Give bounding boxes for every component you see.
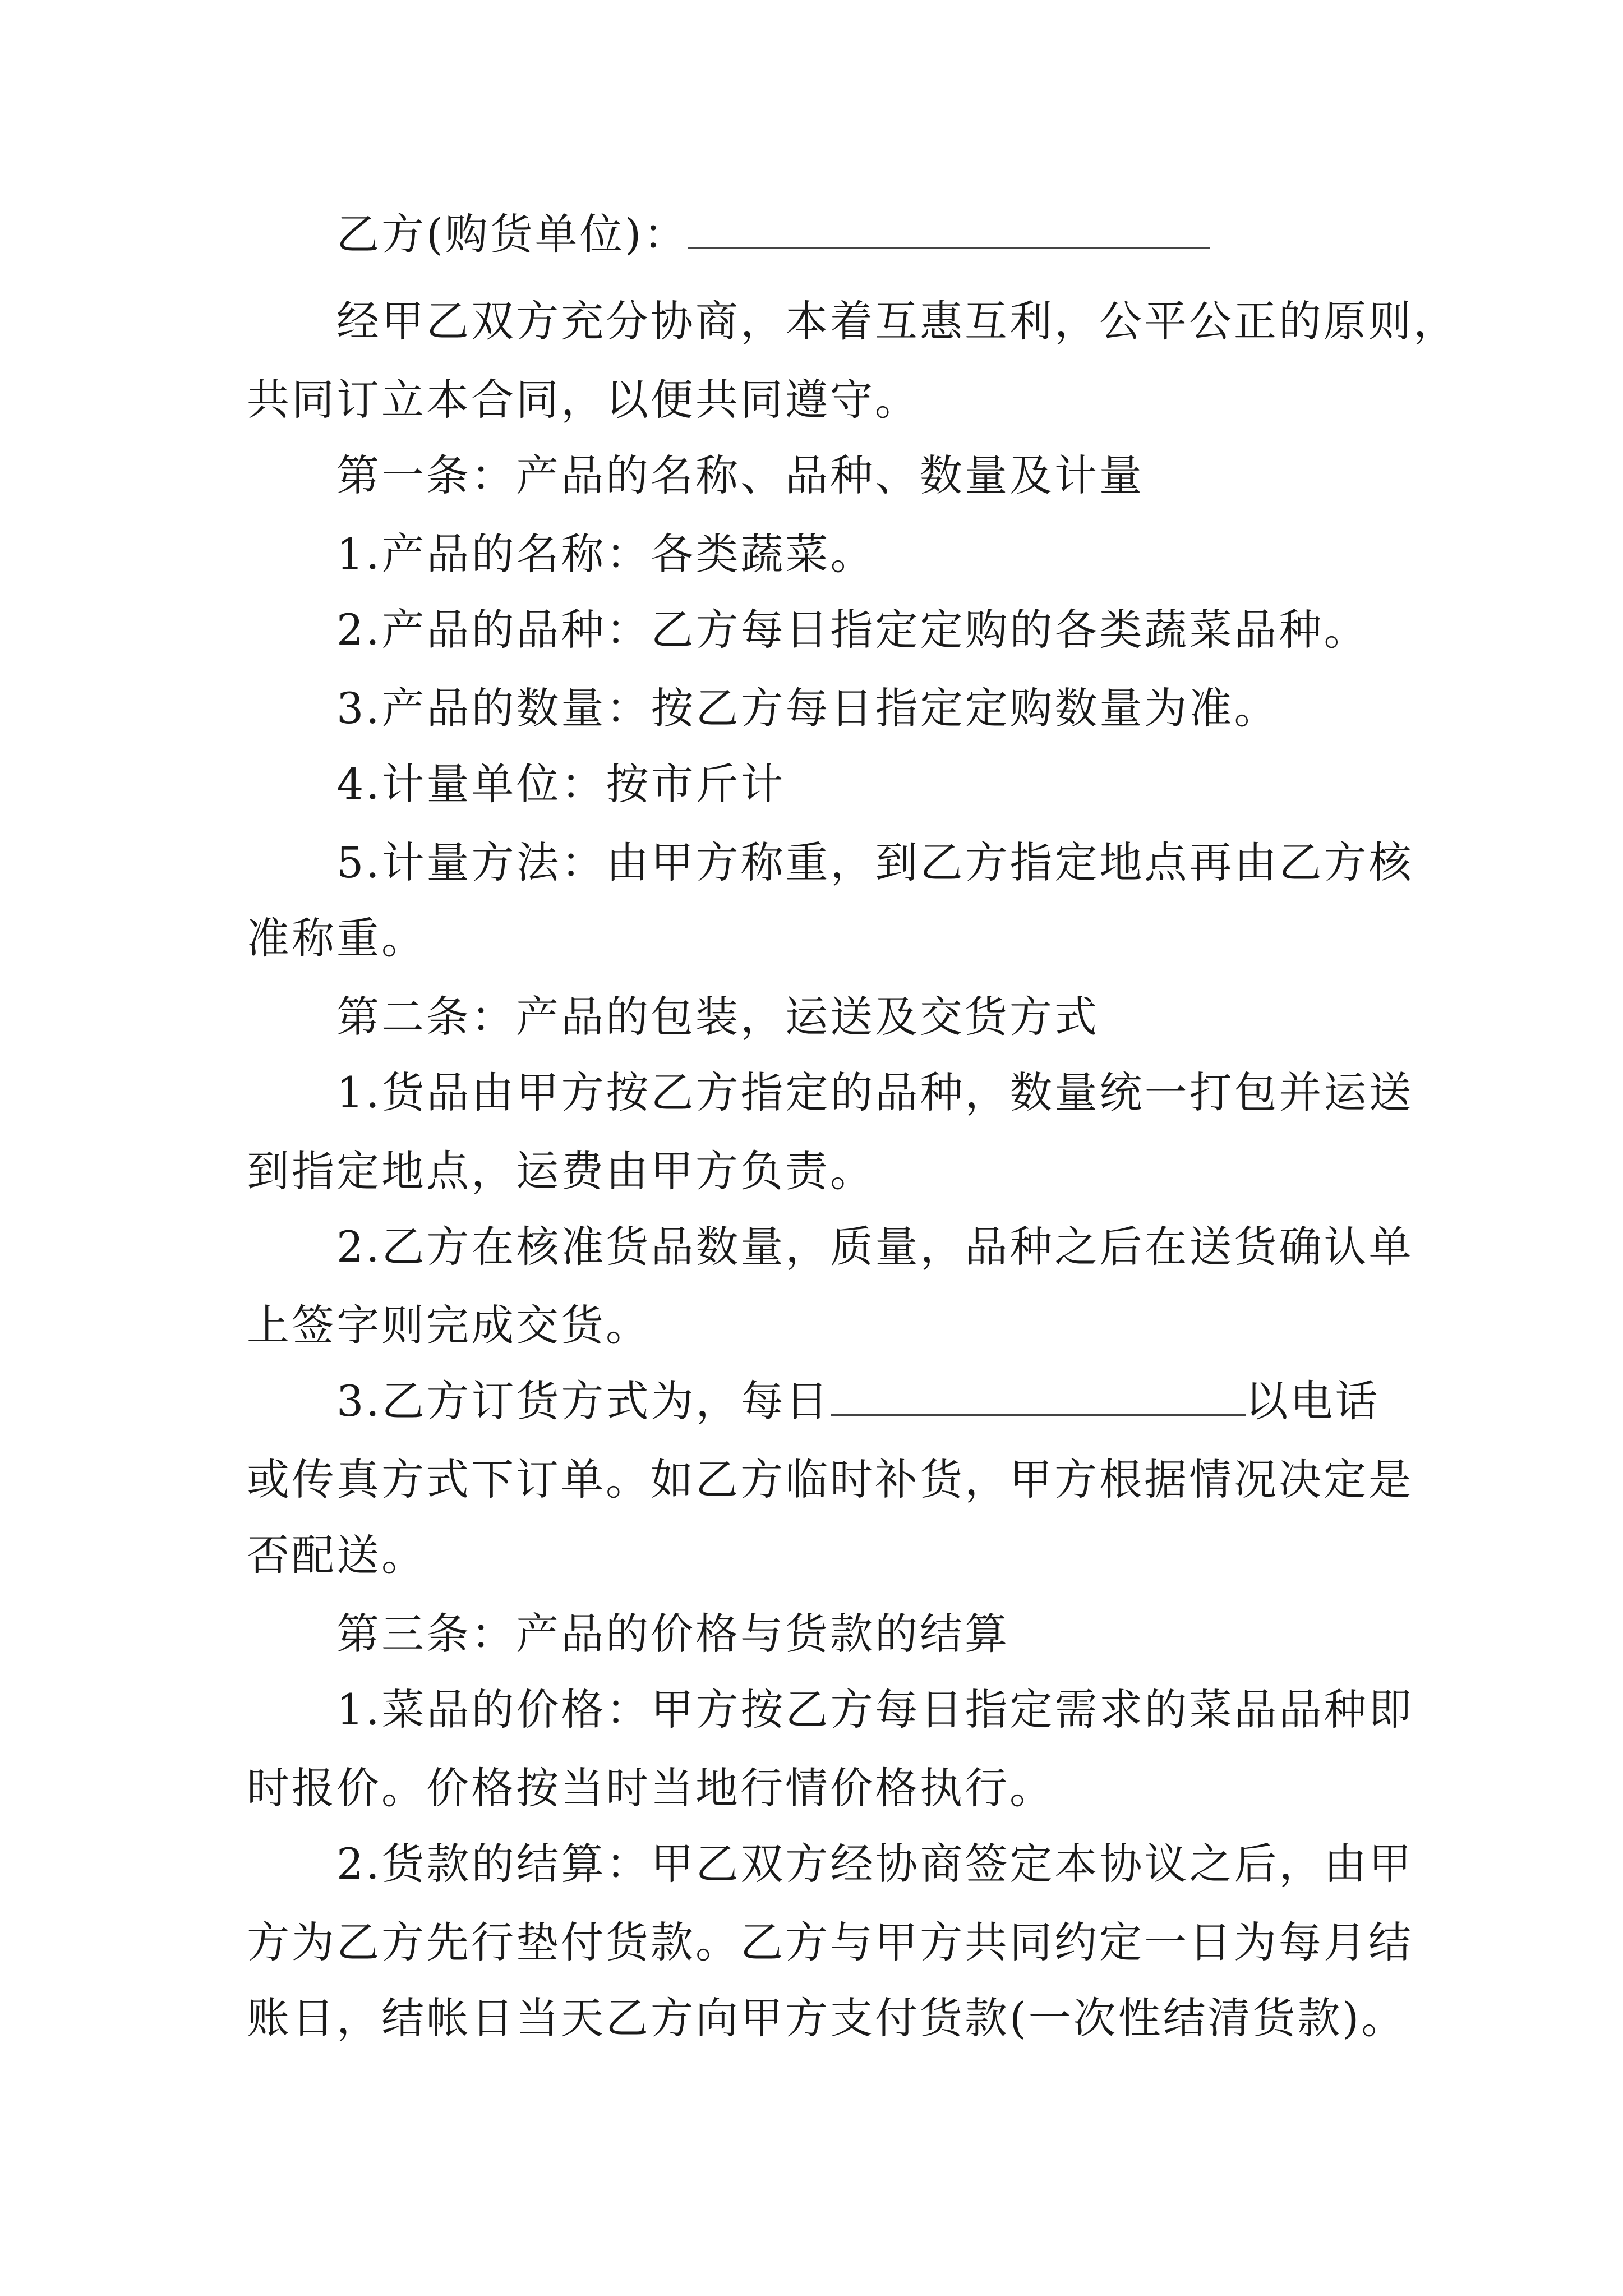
article-1-item-5-line-1: 5.计量方法：由甲方称重，到乙方指定地点再由乙方核 [336, 838, 1414, 887]
article-2-item-3-line-2: 或传真方式下订单。如乙方临时补货，甲方根据情况决定是 [247, 1455, 1413, 1504]
article-3-item-2-line-3: 账日，结帐日当天乙方向甲方支付货款(一次性结清货款)。 [247, 1993, 1407, 2043]
article-2-item-1-line-1: 1.货品由甲方按乙方指定的品种，数量统一打包并运送 [336, 1068, 1414, 1117]
intro-line-1: 经甲乙双方充分协商，本着互惠互利，公平公正的原则， [336, 296, 1458, 346]
article-3-title: 第三条：产品的价格与货款的结算 [336, 1609, 1009, 1659]
article-1-item-2: 2.产品的品种：乙方每日指定定购的各类蔬菜品种。 [336, 605, 1369, 655]
article-2-item-1-line-2: 到指定地点，运费由甲方负责。 [247, 1146, 875, 1196]
article-2-item-3-line-1 [336, 1374, 1380, 1428]
article-1-item-5-line-2: 准称重。 [247, 913, 426, 963]
party-b-label: 乙方(购货单位)： [336, 209, 689, 259]
article-3-item-1-line-1: 1.菜品的价格：甲方按乙方每日指定需求的菜品品种即 [336, 1685, 1414, 1734]
article-2-title: 第二条：产品的包装，运送及交货方式 [336, 992, 1099, 1042]
article-3-item-1-line-2: 时报价。价格按当时当地行情价格执行。 [247, 1763, 1054, 1813]
order-method-suffix: 以电话 [1245, 1376, 1380, 1426]
article-3-item-2-line-2: 方为乙方先行垫付货款。乙方与甲方共同约定一日为每月结 [247, 1917, 1413, 1967]
article-1-item-3: 3.产品的数量：按乙方每日指定定购数量为准。 [336, 683, 1279, 733]
article-2-item-2-line-1: 2.乙方在核准货品数量，质量，品种之后在送货确认单 [336, 1222, 1414, 1272]
article-1-item-4: 4.计量单位：按市斤计 [336, 759, 786, 809]
article-2-item-2-line-2: 上签字则完成交货。 [247, 1300, 651, 1350]
article-1-title: 第一条：产品的名称、品种、数量及计量 [336, 450, 1144, 500]
article-1-item-1: 1.产品的名称：各类蔬菜。 [336, 529, 875, 579]
intro-line-2: 共同订立本合同，以便共同遵守。 [247, 375, 920, 425]
party-b-line [336, 208, 1210, 261]
party-b-blank [688, 211, 1210, 249]
article-3-item-2-line-1: 2.货款的结算：甲乙双方经协商签定本协议之后，由甲 [336, 1839, 1414, 1889]
order-method-prefix: 3.乙方订货方式为，每日 [336, 1376, 831, 1426]
order-time-blank [831, 1378, 1246, 1416]
article-2-item-3-line-3: 否配送。 [247, 1530, 426, 1580]
